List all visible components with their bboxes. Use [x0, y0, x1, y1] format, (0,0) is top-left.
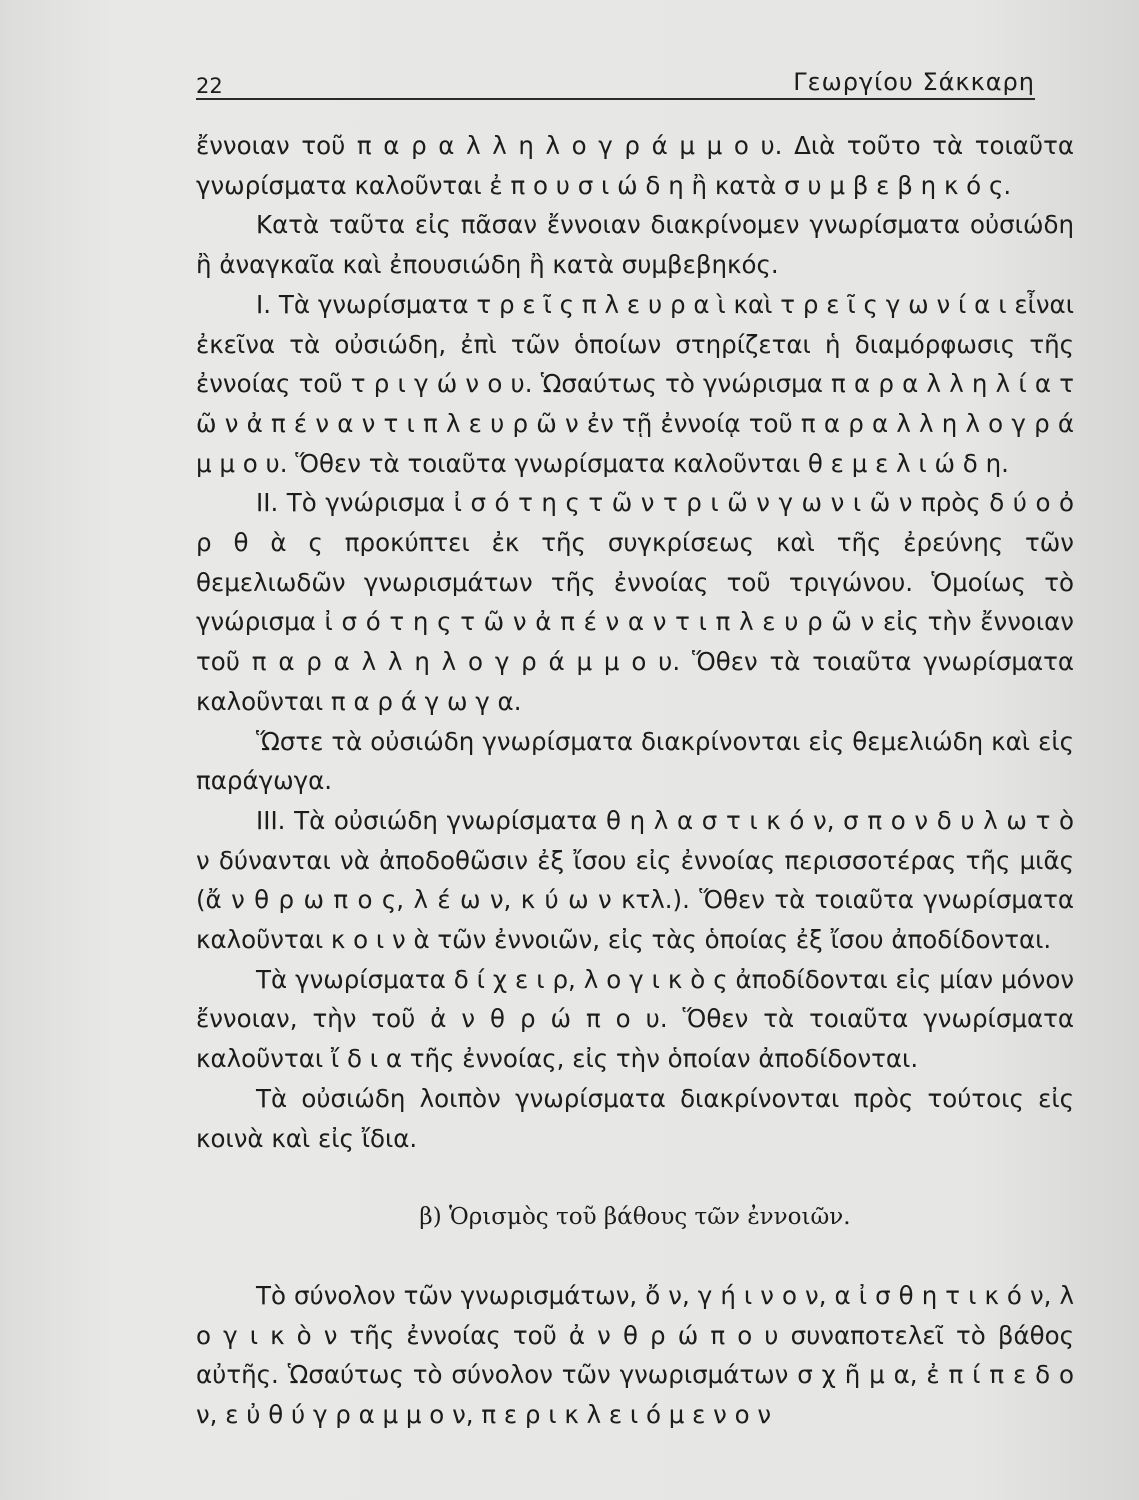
paragraph-proper: Τὰ γνωρίσματα δ ί χ ε ι ρ, λ ο γ ι κ ὸ ς ἀποδίδονται εἰς μίαν μόνον ἔννοιαν, τὴν τοῦ ἀ ν θ ρ ώ π ο υ. Ὅθεν τὰ τοιαῦτα γνωρίσματα καλοῦνται ἴ δ ι α τῆς ἐννοίας, εἰς τὴν ὁποίαν ἀποδίδονται. [196, 964, 1074, 1074]
section-subheading: β) Ὁρισμὸς τοῦ βάθους τῶν ἐννοιῶν. [419, 1204, 851, 1231]
paragraph-conclusion-fundamental: Ὥστε τὰ οὐσιώδη γνωρίσματα διακρίνονται εἰς θεμελιώδη καὶ εἰς παράγωγα. [196, 726, 1074, 796]
running-head [196, 58, 1035, 100]
page-number: 22 [196, 74, 223, 98]
paragraph-continuation: ἔννοιαν τοῦ π α ρ α λ λ η λ ο γ ρ ά μ μ ο υ. Διὰ τοῦτο τὰ τοιαῦτα γνωρίσματα καλοῦνται ἐ π ο υ σ ι ώ δ η ἢ κατὰ σ υ μ β ε β η κ ό ς. [196, 131, 1074, 200]
paragraph-distinction: Κατὰ ταῦτα εἰς πᾶσαν ἔννοιαν διακρίνομεν γνωρίσματα οὐσιώδη ἢ ἀναγκαῖα καὶ ἐπουσιώδη ἢ κατὰ συμβεβηκός. [196, 210, 1074, 280]
paragraph-depth-definition: Τὸ σύνολον τῶν γνωρισμάτων, ὄ ν, γ ή ι ν ο ν, α ἰ σ θ η τ ι κ ό ν, λ ο γ ι κ ὸ ν τῆς ἐννοίας τοῦ ἀ ν θ ρ ώ π ο υ συναποτελεῖ τὸ βάθος αὐτῆς. Ὡσαύτως τὸ σύνολον τῶν γνωρισμάτων σ χ ῆ μ α, ἐ π ί π ε δ ο ν, ε ὐ θ ύ γ ρ α μ μ ο ν, π ε ρ ι κ λ ε ι ό μ ε ν ο ν [196, 1280, 1074, 1430]
paragraph-section-ii: ΙΙ. Τὸ γνώρισμα ἰ σ ό τ η ς τ ῶ ν τ ρ ι ῶ ν γ ω ν ι ῶ ν πρὸς δ ύ ο ὀ ρ θ ὰ ς προκύπτει ἐκ τῆς συγκρίσεως καὶ τῆς ἐρεύνης τῶν θεμελιωδῶν γνωρισμάτων τῆς ἐννοίας τοῦ τριγώνου. Ὁμοίως τὸ γνώρισμα ἰ σ ό τ η ς τ ῶ ν ἀ π έ ν α ν τ ι π λ ε υ ρ ῶ ν εἰς τὴν ἔννοιαν τοῦ π α ρ α λ λ η λ ο γ ρ ά μ μ ο υ. Ὅθεν τὰ τοιαῦτα γνωρίσματα καλοῦνται π α ρ ά γ ω γ α. [196, 488, 1074, 716]
paragraph-section-iii: ΙΙΙ. Τὰ οὐσιώδη γνωρίσματα θ η λ α σ τ ι κ ό ν, σ π ο ν δ υ λ ω τ ὸ ν δύνανται νὰ ἀποδοθῶσιν ἐξ ἴσου εἰς ἐννοίας περισσοτέρας τῆς μιᾶς (ἄ ν θ ρ ω π ο ς, λ έ ω ν, κ ύ ω ν κτλ.). Ὅθεν τὰ τοιαῦτα γνωρίσματα καλοῦνται κ ο ι ν ὰ τῶν ἐννοιῶν, εἰς τὰς ὁποίας ἐξ ἴσου ἀποδίδονται. [196, 805, 1074, 955]
paragraph-section-i: Ι. Τὰ γνωρίσματα τ ρ ε ῖ ς π λ ε υ ρ α ὶ καὶ τ ρ ε ῖ ς γ ω ν ί α ι εἶναι ἐκεῖνα τὰ οὐσιώδη, ἐπὶ τῶν ὁποίων στηρίζεται ἡ διαμόρφωσις τῆς ἐννοίας τοῦ τ ρ ι γ ώ ν ο υ. Ὡσαύτως τὸ γνώρισμα π α ρ α λ λ η λ ί α τ ῶ ν ἀ π έ ν α ν τ ι π λ ε υ ρ ῶ ν ἐν τῇ ἐννοίᾳ τοῦ π α ρ α λ λ η λ ο γ ρ ά μ μ ο υ. Ὅθεν τὰ τοιαῦτα γνωρίσματα καλοῦνται θ ε μ ε λ ι ώ δ η. [196, 289, 1074, 478]
body-text [196, 126, 1074, 1435]
paragraph-conclusion-common-proper: Τὰ οὐσιώδη λοιπὸν γνωρίσματα διακρίνονται πρὸς τούτοις εἰς κοινὰ καὶ εἰς ἴδια. [196, 1083, 1074, 1153]
header-author: Γεωργίου Σάκκαρη [793, 68, 1035, 96]
